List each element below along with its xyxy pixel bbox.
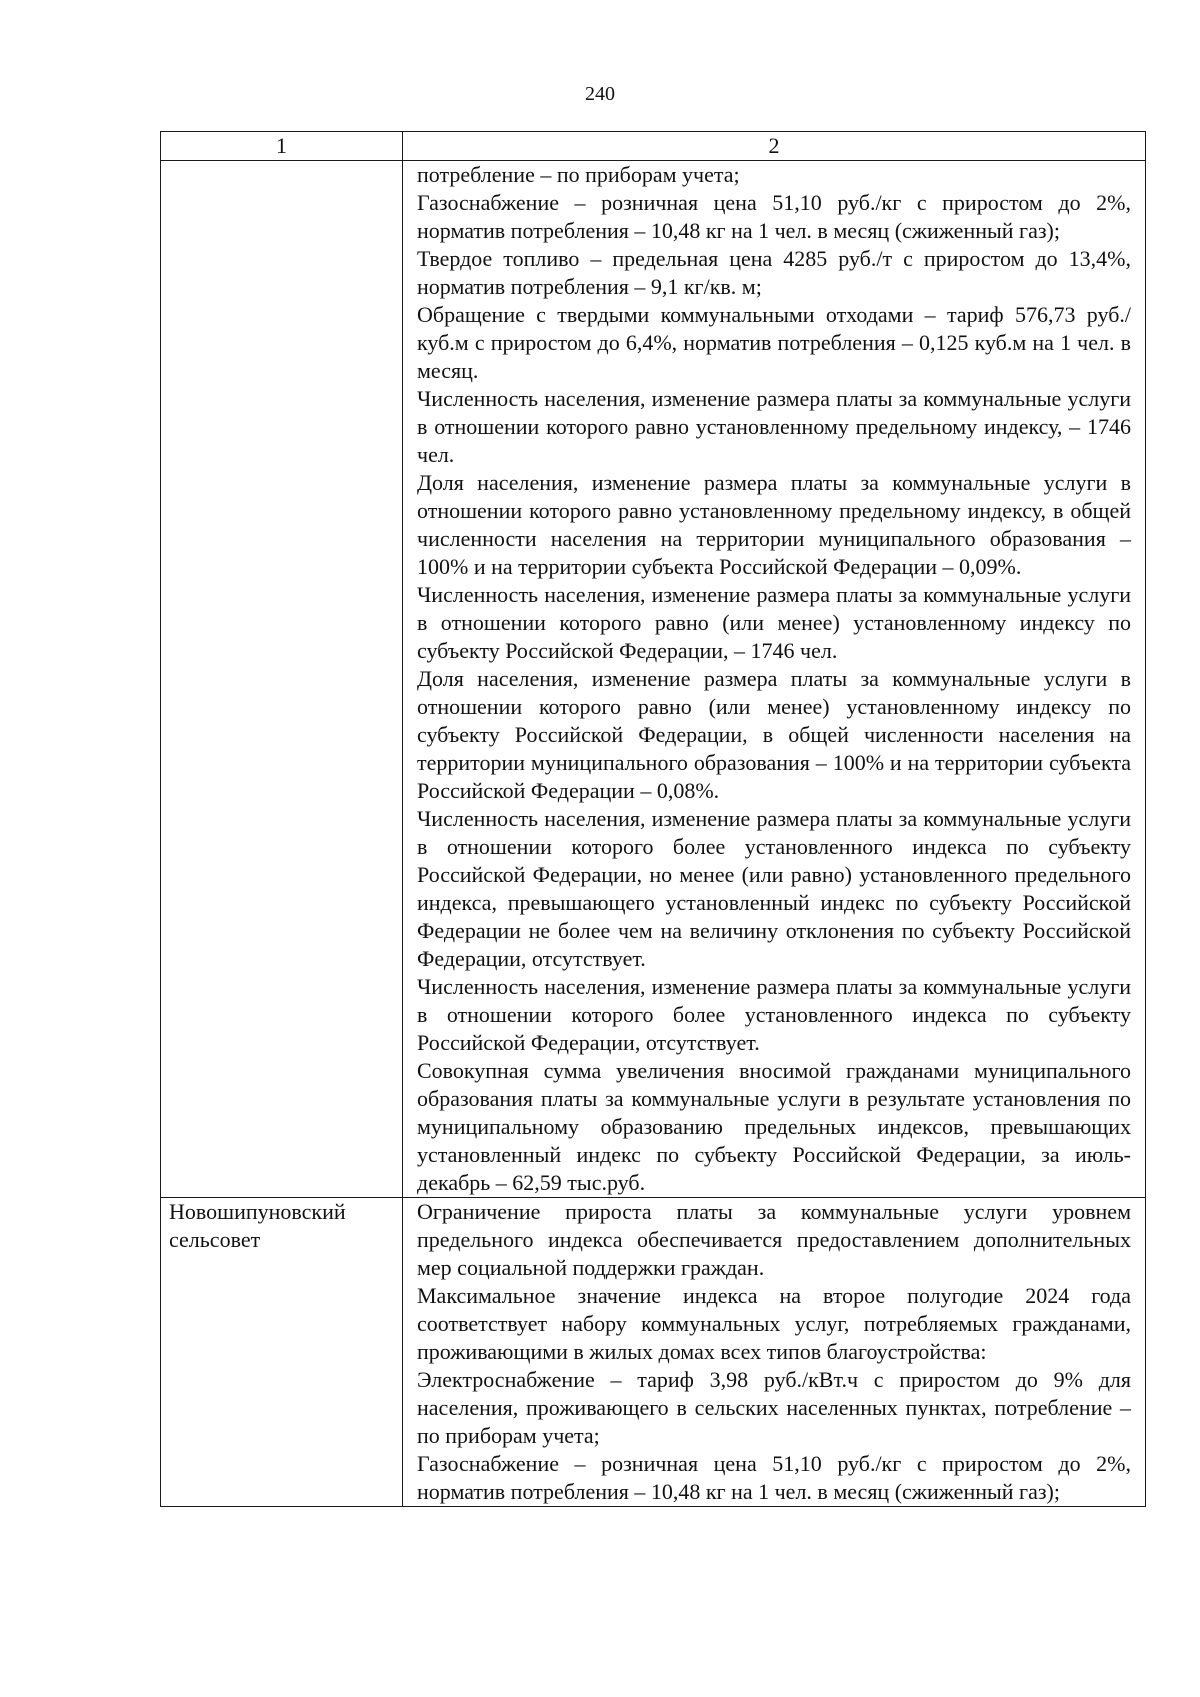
paragraph: Совокупная сумма увеличения вносимой гражданами муниципального образования платы за коммунальные услуги в результате установления по муниципальному образованию предельных индексов, превышающих установленный индекс по субъекту Российской Федерации, за июль-декабрь – 62,59 тыс.руб. <box>417 1058 1131 1195</box>
paragraph: Электроснабжение – тариф 3,98 руб./кВт.ч с приростом до 9% для населения, проживающего в сельских населенных пунктах, потребление – по приборам учета; <box>417 1367 1131 1448</box>
description-cell <box>403 161 1146 1198</box>
table-header-row <box>161 132 1146 161</box>
paragraph: потребление – по приборам учета; <box>417 162 740 187</box>
paragraph: Твердое топливо – предельная цена 4285 руб./т с приростом до 13,4%, норматив потребления – 9,1 кг/кв. м; <box>417 246 1131 299</box>
description-cell <box>403 1198 1146 1507</box>
paragraph: Доля населения, изменение размера платы за коммунальные услуги в отношении которого равно (или менее) установленному индексу по субъекту Российской Федерации, в общей численности населения на территории муниципального образования – 100% и на территории субъекта Российской Федерации – 0,08%. <box>417 666 1131 803</box>
paragraph: Обращение с твердыми коммунальными отходами – тариф 576,73 руб./куб.м с приростом до 6,4%, норматив потребления – 0,125 куб.м на 1 чел. в месяц. <box>417 302 1131 383</box>
table-header <box>161 132 1146 161</box>
paragraph: Ограничение прироста платы за коммунальные услуги уровнем предельного индекса обеспечивается предоставлением дополнительных мер социальной поддержки граждан. <box>417 1199 1131 1280</box>
page-number: 240 <box>585 83 615 105</box>
paragraph: Газоснабжение – розничная цена 51,10 руб./кг с приростом до 2%, норматив потребления – 10,48 кг на 1 чел. в месяц (сжиженный газ); <box>417 190 1131 243</box>
municipality-cell: Новошипуновский сельсовет <box>161 1198 403 1507</box>
document-table <box>160 131 1146 1507</box>
paragraph: Максимальное значение индекса на второе полугодие 2024 года соответствует набору коммунальных услуг, потребляемых гражданами, проживающими в жилых домах всех типов благоустройства: <box>417 1283 1131 1364</box>
municipality-cell <box>161 161 403 1198</box>
paragraph: Численность населения, изменение размера платы за коммунальные услуги в отношении которого более установленного индекса по субъекту Российской Федерации, отсутствует. <box>417 974 1131 1055</box>
column-header-2: 2 <box>403 132 1146 161</box>
paragraph: Доля населения, изменение размера платы за коммунальные услуги в отношении которого равно установленному предельному индексу, в общей численности населения на территории муниципального образования – 100% и на территории субъекта Российской Федерации – 0,09%. <box>417 470 1131 579</box>
table-body <box>161 161 1146 1507</box>
paragraph: Численность населения, изменение размера платы за коммунальные услуги в отношении которого равно (или менее) установленному индексу по субъекту Российской Федерации, – 1746 чел. <box>417 582 1131 663</box>
paragraph: Численность населения, изменение размера платы за коммунальные услуги в отношении которого более установленного индекса по субъекту Российской Федерации, но менее (или равно) установленного предельного индекса, превышающего установленный индекс по субъекту Российской Федерации не более чем на величину отклонения по субъекту Российской Федерации, отсутствует. <box>417 806 1131 971</box>
table-row <box>161 161 1146 1198</box>
paragraph: Газоснабжение – розничная цена 51,10 руб./кг с приростом до 2%, норматив потребления – 10,48 кг на 1 чел. в месяц (сжиженный газ); <box>417 1451 1131 1504</box>
column-header-1: 1 <box>161 132 403 161</box>
paragraph: Численность населения, изменение размера платы за коммунальные услуги в отношении которого равно установленному предельному индексу, – 1746 чел. <box>417 386 1131 467</box>
table-row <box>161 1198 1146 1507</box>
